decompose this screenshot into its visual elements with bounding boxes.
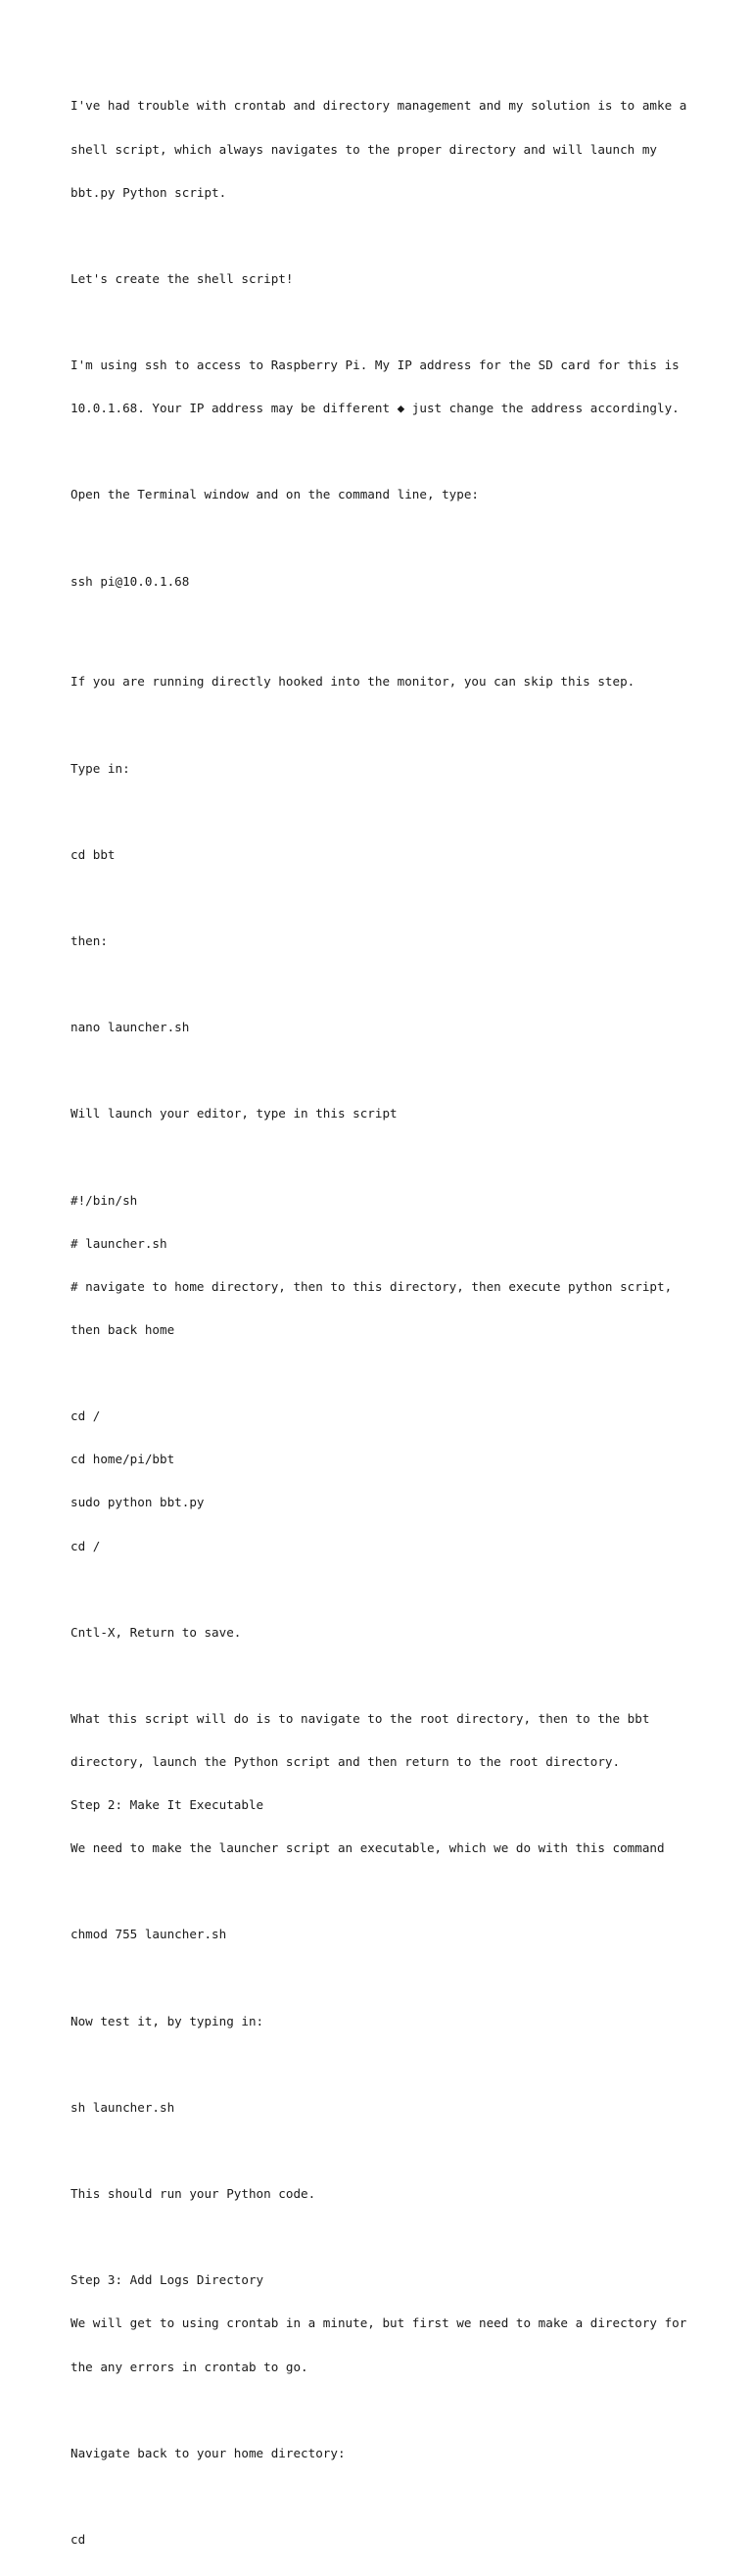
nano-command (70, 992, 717, 1065)
type-in-paragraph (70, 733, 717, 805)
code-line: then back home (70, 1323, 717, 1338)
text-line: then: (70, 934, 717, 949)
code-line: # navigate to home directory, then to this directory, then execute python script, (70, 1280, 717, 1295)
code-line: sudo python bbt.py (70, 1496, 717, 1510)
script-explanation (70, 1684, 717, 1885)
test-it-paragraph (70, 1985, 717, 2058)
text-line: Cntl-X, Return to save. (70, 1626, 717, 1641)
ssh-command (70, 546, 717, 618)
text-line: Navigate back to your home directory: (70, 2447, 717, 2461)
intro-paragraph (70, 71, 717, 229)
text-line: This should run your Python code. (70, 2187, 717, 2202)
code-line: #!/bin/sh (70, 1194, 717, 1209)
sh-command (70, 2072, 717, 2144)
text-line: Now test it, by typing in: (70, 2015, 717, 2029)
cd-bbt-command (70, 819, 717, 891)
command-line: sh launcher.sh (70, 2101, 717, 2116)
text-line: We need to make the launcher script an executable, which we do with this command (70, 1841, 717, 1856)
command-line: cd bbt (70, 848, 717, 863)
command-line: cd (70, 2533, 717, 2548)
then-paragraph (70, 906, 717, 978)
document-page (70, 71, 717, 2576)
ssh-note-paragraph (70, 330, 717, 446)
chmod-command (70, 1899, 717, 1972)
step-heading: Step 3: Add Logs Directory (70, 2273, 717, 2288)
open-terminal-paragraph (70, 459, 717, 532)
code-line: cd / (70, 1409, 717, 1424)
text-line: Type in: (70, 762, 717, 777)
script-header (70, 1165, 717, 1366)
text-line: Let's create the shell script! (70, 272, 717, 287)
text-line: Will launch your editor, type in this script (70, 1107, 717, 1121)
text-line: I'm using ssh to access to Raspberry Pi. My IP address for the SD card for this is (70, 358, 717, 373)
script-commands (70, 1381, 717, 1583)
text-line: directory, launch the Python script and then return to the root directory. (70, 1755, 717, 1770)
lets-create-paragraph (70, 243, 717, 315)
step-heading: Step 2: Make It Executable (70, 1798, 717, 1813)
text-line: We will get to using crontab in a minute, but first we need to make a directory for (70, 2316, 717, 2331)
text-line: I've had trouble with crontab and directory management and my solution is to amke a (70, 99, 717, 114)
text-line: bbt.py Python script. (70, 186, 717, 201)
command-line: ssh pi@10.0.1.68 (70, 575, 717, 590)
navigate-home-paragraph (70, 2417, 717, 2490)
code-line: cd home/pi/bbt (70, 1453, 717, 1467)
text-line: shell script, which always navigates to the proper directory and will launch my (70, 143, 717, 158)
command-line: chmod 755 launcher.sh (70, 1928, 717, 1942)
text-line: Open the Terminal window and on the command line, type: (70, 488, 717, 502)
run-python-paragraph (70, 2159, 717, 2231)
cd-home-command (70, 2504, 717, 2576)
text-line: If you are running directly hooked into the monitor, you can skip this step. (70, 675, 717, 690)
monitor-note-paragraph (70, 646, 717, 719)
text-line: the any errors in crontab to go. (70, 2361, 717, 2375)
text-line: 10.0.1.68. Your IP address may be different ◆ just change the address accordingly. (70, 402, 717, 416)
step3-section (70, 2245, 717, 2404)
save-instruction (70, 1597, 717, 1669)
code-line: # launcher.sh (70, 1237, 717, 1252)
code-line: cd / (70, 1540, 717, 1554)
command-line: nano launcher.sh (70, 1021, 717, 1035)
launch-editor-paragraph (70, 1078, 717, 1151)
text-line: What this script will do is to navigate to the root directory, then to the bbt (70, 1712, 717, 1727)
